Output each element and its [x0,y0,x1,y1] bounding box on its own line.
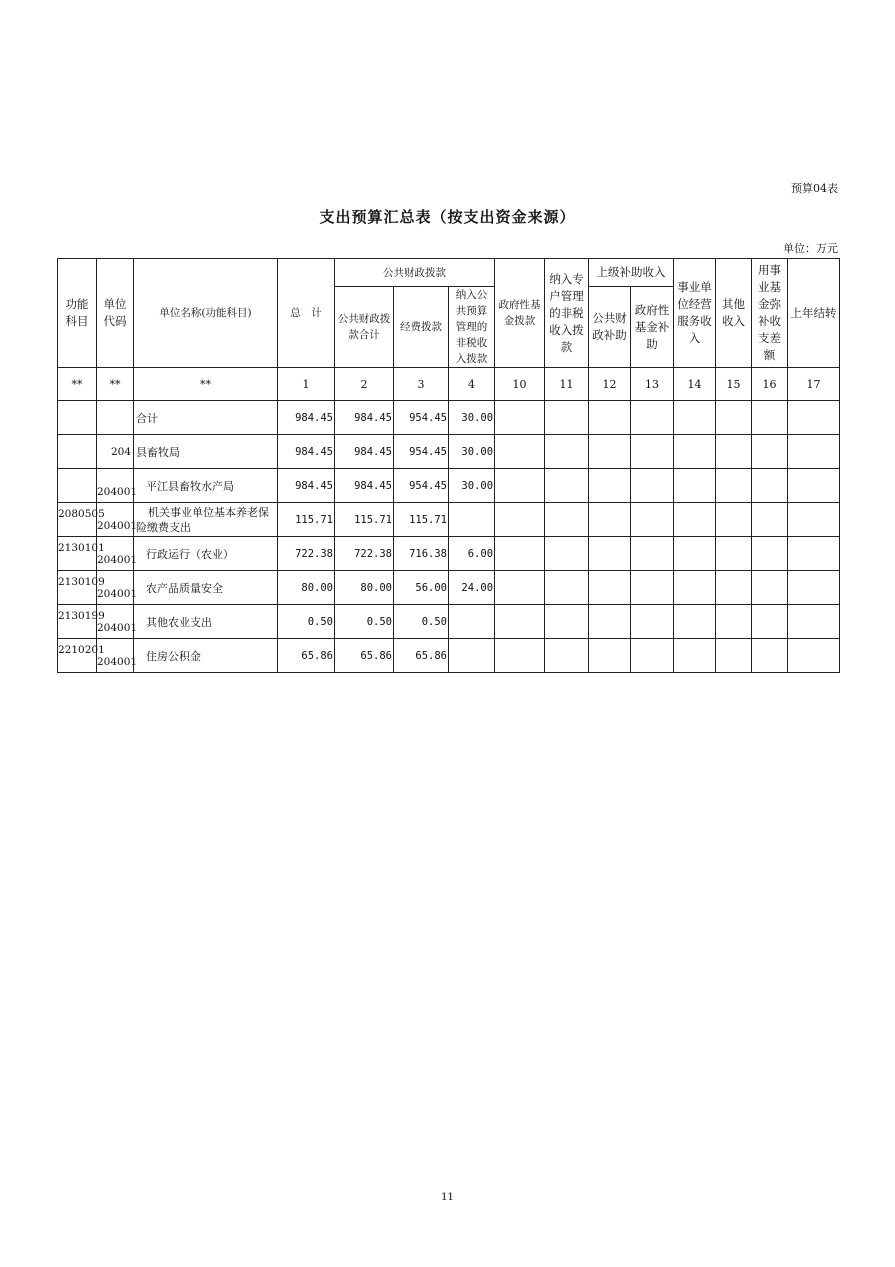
table-row [58,503,840,537]
header-superior-subsidy: 上级补助收入 [589,259,674,287]
oper-cell: 954.45 [394,401,449,435]
pf-total-cell: 984.45 [335,469,394,503]
unit-code-cell: 204001 [97,485,138,498]
header-gov-fund-subsidy: 政府性基金补助 [631,287,674,368]
index-cell: 16 [752,368,788,401]
unit-label: 单位：万元 [783,242,838,255]
table-row [58,401,840,435]
func-code-cell: 2130101 [58,541,105,554]
unit-name-cell: 住房公积金 [134,639,278,673]
oper-cell: 954.45 [394,469,449,503]
oper-cell: 56.00 [394,571,449,605]
nontax-cell: 24.00 [449,571,495,605]
index-cell: 2 [335,368,394,401]
header-operating-funds: 经费拨款 [394,287,449,368]
total-cell: 984.45 [278,435,335,469]
header-carryover: 上年结转 [788,259,840,368]
unit-code-cell: 204001 [97,519,138,532]
total-cell: 722.38 [278,537,335,571]
index-cell: ** [97,368,134,401]
header-special-nontax: 纳入专户管理的非税收入拨款 [545,259,589,368]
total-cell: 65.86 [278,639,335,673]
header-unit-name: 单位名称(功能科目) [134,259,278,368]
nontax-cell: 30.00 [449,401,495,435]
page-number: 11 [441,1192,454,1203]
nontax-cell: 6.00 [449,537,495,571]
nontax-cell [449,605,495,639]
unit-code-cell: 204001 [97,621,138,634]
pf-total-cell: 80.00 [335,571,394,605]
index-cell: 12 [589,368,631,401]
index-cell: ** [58,368,97,401]
table-row [58,435,840,469]
index-cell: 14 [674,368,716,401]
header-public-finance-subsidy: 公共财政补助 [589,287,631,368]
table-row [58,639,840,673]
unit-name-cell: 机关事业单位基本养老保险缴费支出 [134,503,278,537]
pf-total-cell: 0.50 [335,605,394,639]
header-public-finance-total: 公共财政拨款合计 [335,287,394,368]
nontax-cell [449,503,495,537]
unit-name-cell: 平江县畜牧水产局 [134,469,278,503]
index-cell: 17 [788,368,840,401]
header-business-income: 事业单位经营服务收入 [674,259,716,368]
func-code-cell [58,435,97,469]
header-other-income: 其他收入 [716,259,752,368]
func-code-cell [58,401,97,435]
header-unit-code: 单位代码 [97,259,134,368]
pf-total-cell: 984.45 [335,401,394,435]
total-cell: 0.50 [278,605,335,639]
pf-total-cell: 65.86 [335,639,394,673]
func-code-cell: 2130199 [58,609,105,622]
oper-cell: 0.50 [394,605,449,639]
header-func-code: 功能科目 [58,259,97,368]
header-total: 总 计 [278,259,335,368]
header-gov-fund: 政府性基金拨款 [495,259,545,368]
header-public-finance: 公共财政拨款 [335,259,495,287]
page-title: 支出预算汇总表（按支出资金来源） [319,208,576,226]
index-row [58,368,840,401]
total-cell: 80.00 [278,571,335,605]
oper-cell: 65.86 [394,639,449,673]
table-row [58,571,840,605]
oper-cell: 115.71 [394,503,449,537]
nontax-cell: 30.00 [449,435,495,469]
func-code-cell: 2210201 [58,643,105,656]
unit-name-cell: 合计 [134,401,278,435]
unit-name-cell: 其他农业支出 [134,605,278,639]
unit-name-cell: 农产品质量安全 [134,571,278,605]
total-cell: 115.71 [278,503,335,537]
budget-table [57,258,840,673]
index-cell: 3 [394,368,449,401]
unit-name-cell: 行政运行（农业） [134,537,278,571]
total-cell: 984.45 [278,401,335,435]
header-nontax-in-budget: 纳入公共预算管理的非税收入拨款 [449,287,495,368]
unit-code-cell: 204001 [97,655,138,668]
nontax-cell [449,639,495,673]
index-cell: 13 [631,368,674,401]
func-code-cell: 2080505 [58,507,105,520]
index-cell: 1 [278,368,335,401]
table-row [58,537,840,571]
pf-total-cell: 722.38 [335,537,394,571]
func-code-cell: 2130109 [58,575,105,588]
form-number: 预算04表 [791,182,838,195]
index-cell: 15 [716,368,752,401]
unit-code-cell [97,401,134,435]
oper-cell: 716.38 [394,537,449,571]
table-row [58,469,840,503]
unit-name-cell: 县畜牧局 [134,435,278,469]
index-cell: 4 [449,368,495,401]
unit-code-cell: 204001 [97,553,138,566]
index-cell: 11 [545,368,589,401]
oper-cell: 954.45 [394,435,449,469]
pf-total-cell: 984.45 [335,435,394,469]
nontax-cell: 30.00 [449,469,495,503]
header-fund-balance: 用事业基金弥补收支差额 [752,259,788,368]
pf-total-cell: 115.71 [335,503,394,537]
table-row [58,605,840,639]
unit-code-cell: 204001 [97,587,138,600]
unit-code-cell: 204 [97,435,134,469]
index-cell: 10 [495,368,545,401]
index-cell: ** [134,368,278,401]
func-code-cell [58,469,97,503]
total-cell: 984.45 [278,469,335,503]
